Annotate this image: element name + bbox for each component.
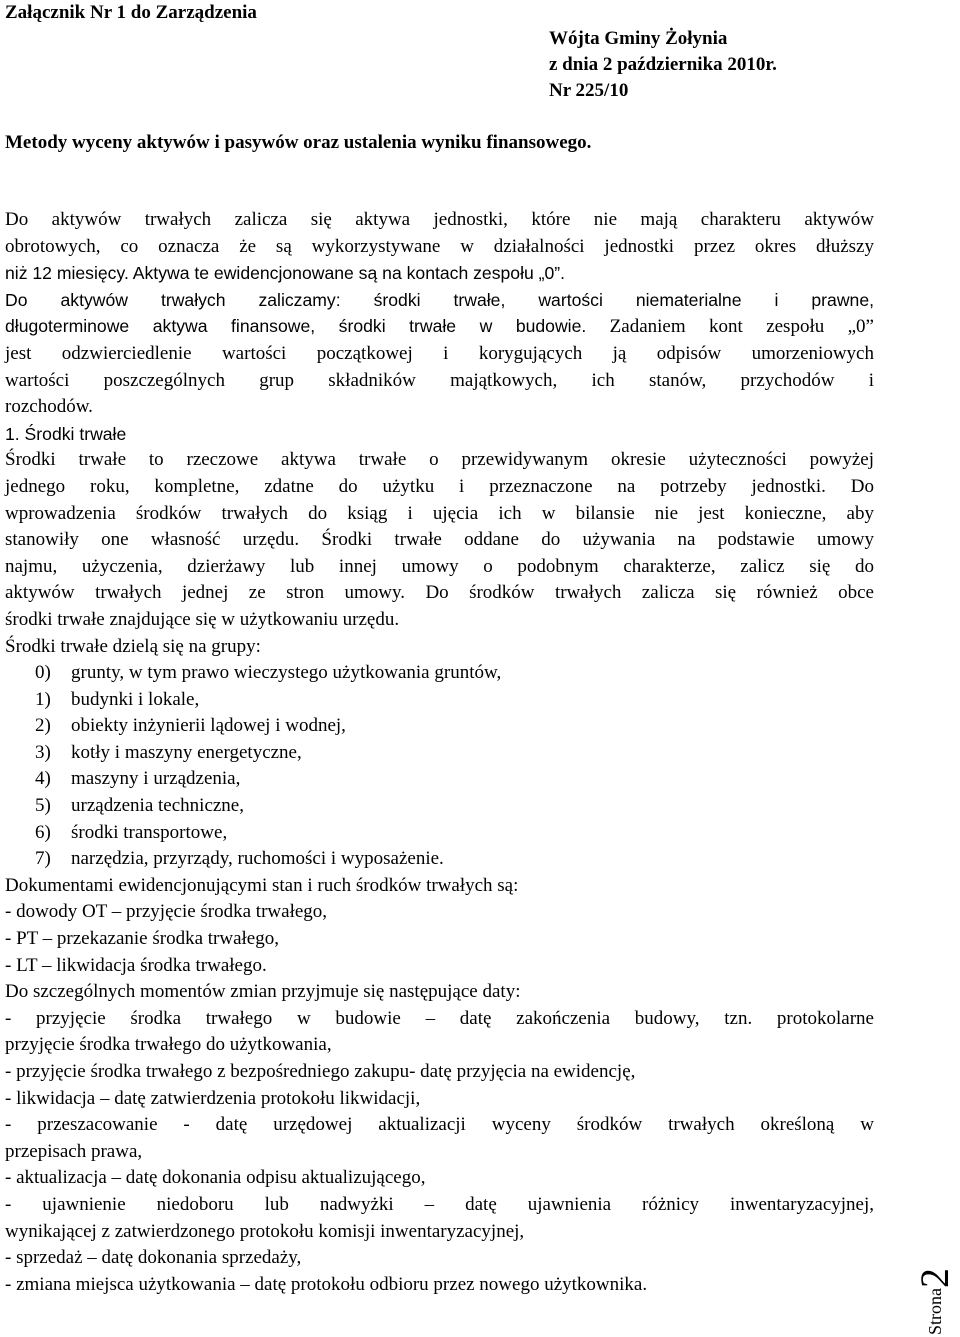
list-item-text: grunty, w tym prawo wieczystego użytkowania gruntów,: [71, 662, 502, 684]
page-number: 2: [912, 1268, 957, 1288]
page-footer: [911, 1268, 958, 1335]
text-line: - zmiana miejsca użytkowania – datę protokołu odbioru przez nowego użytkownika.: [5, 1273, 648, 1295]
order-number: Nr 225/10: [549, 80, 629, 101]
groups-intro: Środki trwałe dzielą się na grupy:: [5, 635, 261, 657]
text-line: - ujawnienie niedoboru lub nadwyżki – datę ujawnienia różnicy inwentaryzacyjnej,: [5, 1193, 874, 1215]
text-line: niż 12 miesięcy. Aktywa te ewidencjonowane są na kontach zespołu „0”.: [5, 263, 566, 284]
list-item-number: 2): [35, 715, 51, 737]
list-item-number: 6): [35, 821, 51, 843]
list-item: [5, 740, 874, 767]
dates-intro: Do szczególnych momentów zmian przyjmuje się następujące daty:: [5, 981, 521, 1003]
dates-paragraph: [5, 1006, 874, 1299]
text-line: - sprzedaż – datę dokonania sprzedaży,: [5, 1247, 302, 1269]
text-line: przepisach prawa,: [5, 1140, 143, 1162]
text-line: - przeszacowanie - datę urzędowej aktualizacji wyceny środków trwałych określoną w: [5, 1114, 874, 1136]
text-line: jest odzwierciedlenie wartości początkowej i korygujących ją odpisów umorzeniowych: [5, 342, 874, 364]
text-line: wynikającej z zatwierdzonego protokołu komisji inwentaryzacyjnej,: [5, 1220, 525, 1242]
issuer-block: [549, 26, 777, 104]
list-item: [5, 713, 874, 740]
list-item-number: 4): [35, 768, 51, 790]
asset-groups-list: [5, 660, 874, 873]
section-heading-fixed-assets: 1. Środki trwałe: [5, 423, 127, 444]
text-line: obrotowych, co oznacza że są wykorzystywane w działalności jednostki przez okres dłuższy: [5, 235, 874, 257]
list-item: [5, 846, 874, 873]
text-line: [5, 313, 874, 341]
list-item-text: obiekty inżynierii lądowej i wodnej,: [71, 715, 346, 737]
list-item-number: 0): [35, 662, 51, 684]
text-line: wprowadzenia środków trwałych do ksiąg i ujęcia ich w bilansie nie jest konieczne, aby: [5, 502, 874, 524]
text-line: jednego roku, kompletne, zdatne do użytku i przeznaczone na potrzeby jednostki. Do: [5, 475, 874, 497]
text-segment: długoterminowe aktywa finansowe, środki trwałe w budowie.: [5, 316, 587, 337]
issue-date: z dnia 2 października 2010r.: [549, 54, 777, 75]
document-title: Metody wyceny aktywów i pasywów oraz ustalenia wyniku finansowego.: [5, 132, 592, 153]
list-item-text: urządzenia techniczne,: [71, 795, 244, 817]
documents-intro: Dokumentami ewidencjonującymi stan i ruch środków trwałych są:: [5, 874, 519, 896]
list-item-text: kotły i maszyny energetyczne,: [71, 741, 302, 763]
text-line: - przyjęcie środka trwałego z bezpośredniego zakupu- datę przyjęcia na ewidencję,: [5, 1061, 636, 1082]
text-line: stanowiły one własność urzędu. Środki trwałe oddane do używania na podstawie umowy: [5, 529, 874, 551]
list-item-text: budynki i lokale,: [71, 688, 200, 710]
text-line: przyjęcie środka trwałego do użytkowania,: [5, 1034, 332, 1056]
paragraph-fixed-assets-description: [5, 447, 874, 633]
list-item-number: 5): [35, 795, 51, 817]
text-line: Do aktywów trwałych zalicza się aktywa jednostki, które nie mają charakteru aktywów: [5, 209, 874, 230]
text-line: Środki trwałe to rzeczowe aktywa trwałe o przewidywanym okresie użyteczności powyżej: [5, 449, 874, 471]
text-line: aktywów trwałych jednej ze stron umowy. Do środków trwałych zalicza się również obce: [5, 582, 874, 604]
list-item-number: 3): [35, 741, 51, 763]
text-line: - aktualizacja – datę dokonania odpisu aktualizującego,: [5, 1167, 426, 1189]
text-line: Do aktywów trwałych zaliczamy: środki trwałe, wartości niematerialne i prawne,: [5, 289, 874, 310]
text-segment: Zadaniem kont zespołu „0”: [586, 316, 874, 338]
issuer-name: Wójta Gminy Żołynia: [549, 28, 728, 49]
list-item: [5, 660, 874, 687]
paragraph-fixed-assets-definition: [5, 207, 874, 287]
text-line: rozchodów.: [5, 396, 93, 418]
list-item: [5, 793, 874, 820]
documents-item: - LT – likwidacja środka trwałego.: [5, 954, 267, 976]
text-line: środki trwałe znajdujące się w użytkowaniu urzędu.: [5, 608, 400, 630]
paragraph-fixed-assets-categories: [5, 287, 874, 421]
attachment-label: Załącznik Nr 1 do Zarządzenia: [5, 2, 257, 23]
text-line: - przyjęcie środka trwałego w budowie – datę zakończenia budowy, tzn. protokolarne: [5, 1007, 874, 1029]
text-line: najmu, użyczenia, dzierżawy lub innej umowy o podobnym charakterze, zalicz się do: [5, 555, 874, 577]
documents-item: - dowody OT – przyjęcie środka trwałego,: [5, 901, 328, 923]
list-item-number: 1): [35, 688, 51, 710]
list-item-text: narzędzia, przyrządy, ruchomości i wyposażenie.: [71, 848, 444, 870]
list-item: [5, 687, 874, 714]
page-label: Strona: [925, 1288, 945, 1335]
documents-item: - PT – przekazanie środka trwałego,: [5, 928, 279, 950]
document-body: [5, 207, 874, 1298]
list-item-text: środki transportowe,: [71, 821, 228, 843]
list-item: [5, 766, 874, 793]
text-line: - likwidacja – datę zatwierdzenia protokołu likwidacji,: [5, 1087, 421, 1109]
list-item-text: maszyny i urządzenia,: [71, 768, 241, 790]
list-item-number: 7): [35, 848, 51, 870]
list-item: [5, 820, 874, 847]
text-line: wartości poszczególnych grup składników majątkowych, ich stanów, przychodów i: [5, 369, 874, 391]
